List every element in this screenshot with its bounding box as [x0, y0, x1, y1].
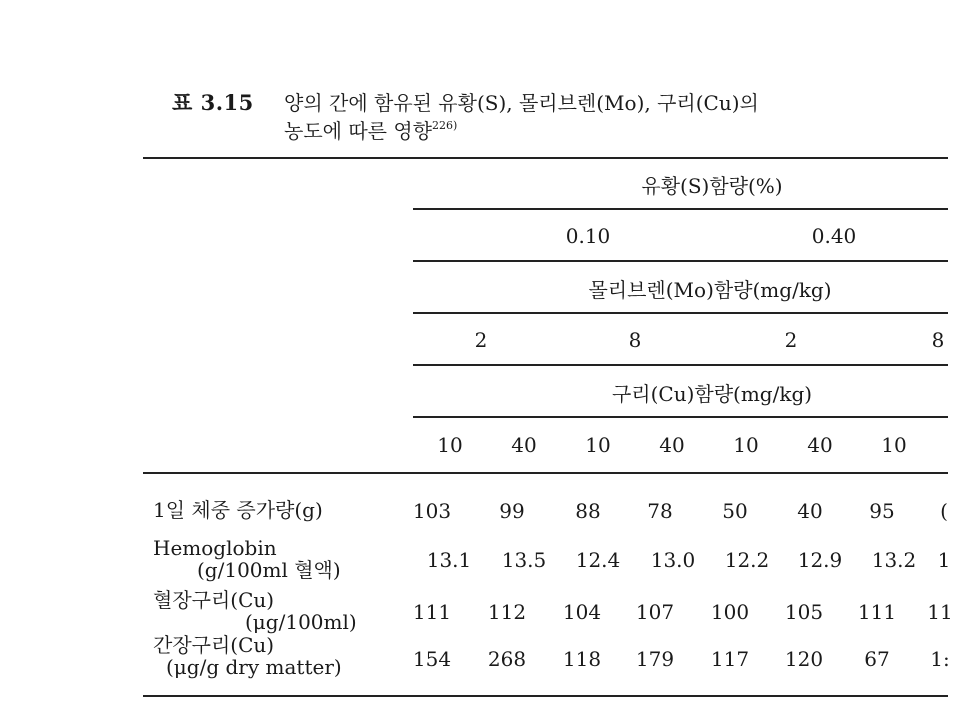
mo-level-rule: [413, 364, 948, 366]
cu-level: 10: [733, 433, 759, 457]
table-cell: 88: [575, 499, 601, 523]
cu-level: 10: [881, 433, 907, 457]
sulfur-level: 0.10: [565, 224, 611, 248]
table-cell: 78: [647, 499, 673, 523]
table-cell: 105: [784, 600, 824, 624]
table-cell: 13.2: [871, 548, 917, 572]
top-rule: [143, 157, 948, 159]
sulfur-header: 유황(S)함량(%): [641, 174, 783, 198]
sulfur-level: 0.40: [811, 224, 857, 248]
cu-header-rule: [413, 416, 948, 418]
mo-level: 8: [931, 328, 945, 352]
sulfur-level-rule: [413, 260, 948, 262]
table-cell: 268: [487, 647, 527, 671]
cu-level: 10: [437, 433, 463, 457]
row-label: 간장구리(Cu): [153, 633, 275, 657]
caption-reference: 226): [431, 119, 458, 132]
mo-level: 2: [474, 328, 488, 352]
row-label-unit: (g/100ml 혈액): [197, 558, 341, 582]
table-cell: 13.1: [426, 548, 472, 572]
table-cell: 107: [635, 600, 675, 624]
row-label-unit: (μg/100ml): [245, 610, 357, 634]
row-label: Hemoglobin: [153, 536, 277, 560]
table-cell: 11: [927, 600, 953, 624]
table-cell: 99: [499, 499, 525, 523]
table-cell: 103: [412, 499, 452, 523]
cu-level: 10: [585, 433, 611, 457]
table-cell: 179: [635, 647, 675, 671]
table-cell: 100: [710, 600, 750, 624]
row-label: 1일 체중 증가량(g): [153, 498, 323, 522]
bottom-rule: [143, 695, 948, 697]
table-cell: 117: [710, 647, 750, 671]
caption-title-line2: 농도에 따른 영향$^{226)}$: [284, 119, 458, 143]
table-cell: 1: [937, 548, 951, 572]
table-cell: 154: [412, 647, 452, 671]
mo-header: 몰리브렌(Mo)함량(mg/kg): [588, 278, 832, 302]
table-cell: 13.5: [501, 548, 547, 572]
table-cell: 12.2: [724, 548, 770, 572]
cu-level: 40: [511, 433, 537, 457]
table-cell: 111: [412, 600, 452, 624]
caption-title-line1: 양의 간에 함유된 유황(S), 몰리브렌(Mo), 구리(Cu)의: [284, 91, 759, 115]
table-cell: 112: [487, 600, 527, 624]
table-cell: 1:: [930, 647, 950, 671]
table-cell: 120: [784, 647, 824, 671]
row-label-unit: (μg/g dry matter): [166, 655, 342, 679]
table-cell: 118: [562, 647, 602, 671]
mo-level: 2: [784, 328, 798, 352]
table-cell: 12.9: [797, 548, 843, 572]
table-cell: 13.0: [650, 548, 696, 572]
mo-level: 8: [628, 328, 642, 352]
table-cell: 67: [864, 647, 890, 671]
cu-header: 구리(Cu)함량(mg/kg): [611, 382, 813, 406]
table-cell: 50: [722, 499, 748, 523]
table-cell: 40: [797, 499, 823, 523]
table-cell: 111: [857, 600, 897, 624]
sulfur-header-rule: [413, 208, 948, 210]
table-cell: 104: [562, 600, 602, 624]
table-cell: 12.4: [575, 548, 621, 572]
mo-header-rule: [413, 312, 948, 314]
cu-level: 40: [807, 433, 833, 457]
cu-level: 40: [659, 433, 685, 457]
row-label: 혈장구리(Cu): [153, 588, 275, 612]
table-cell: 95: [869, 499, 895, 523]
header-bottom-rule: [143, 472, 948, 474]
table-cell: (: [940, 499, 948, 523]
table-number: 표 3.15: [172, 90, 254, 115]
